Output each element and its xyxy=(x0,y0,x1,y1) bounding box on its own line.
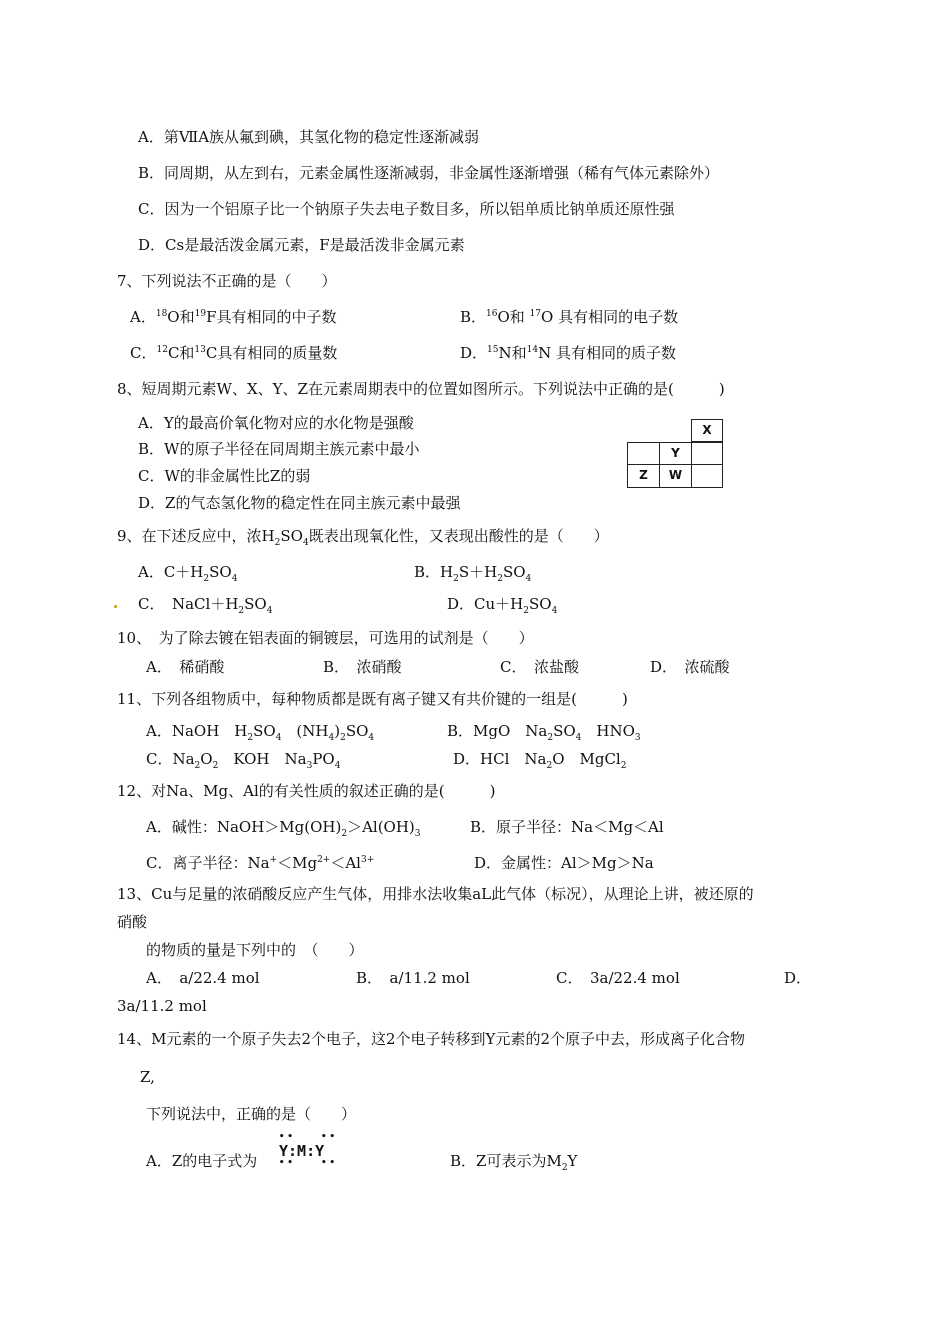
q8-option-b: B．W的原子半径在同周期主族元素中最小 xyxy=(138,440,420,458)
q13-option-d-label: D． xyxy=(784,969,812,987)
q12-option-c: C．离子半径：$Na^+<Mg^{2+}<Al^{3+}$ xyxy=(146,854,375,872)
q14-line-2: Z, xyxy=(140,1068,155,1086)
q6-option-d: D．Cs是最活泼金属元素，F是最活泼非金属元素 xyxy=(138,236,465,254)
q12-option-b: B．原子半径：Na＜Mg＜Al xyxy=(470,818,664,836)
q12-stem: 12、对Na、Mg、Al的有关性质的叙述正确的是( ) xyxy=(117,782,496,800)
q9-option-a: A．$C+H_2SO_4$ xyxy=(138,563,238,584)
q13-option-c: C． 3a/22.4 mol xyxy=(556,969,680,987)
q14-line-1: 14、M元素的一个原子失去2个电子，这2个电子转移到Y元素的2个原子中去，形成离子化合物 xyxy=(117,1030,745,1048)
q10-stem: 10、 为了除去镀在铝表面的铜镀层，可选用的试剂是（ ） xyxy=(117,629,534,647)
cell-empty-2 xyxy=(691,465,723,488)
q13-option-d-value: 3a/11.2 mol xyxy=(117,997,207,1015)
cell-w: W xyxy=(659,465,691,488)
q10-option-a: A． 稀硝酸 xyxy=(146,658,225,676)
cell-z: Z xyxy=(627,465,659,488)
q11-option-c: C．$Na_2O_2$ KOH $Na_3PO_4$ xyxy=(146,750,341,771)
q13-line-2: 硝酸 xyxy=(117,913,148,931)
electron-dots-bottom: •• •• xyxy=(279,1158,338,1168)
q14-option-b: B．Z可表示为$M_2Y$ xyxy=(450,1152,578,1173)
q13-line-3: 的物质的量是下列中的 （ ） xyxy=(146,941,364,959)
q9-option-d: D．$Cu+H_2SO_4$ xyxy=(447,595,558,616)
q6-option-b: B．同周期，从左到右，元素金属性逐渐减弱，非金属性逐渐增强（稀有气体元素除外） xyxy=(138,164,720,182)
q9-option-c: C． $NaCl+H_2SO_4$ xyxy=(138,595,273,616)
q8-option-d: D．Z的气态氢化物的稳定性在同主族元素中最强 xyxy=(138,494,461,512)
q8-stem: 8、短周期元素W、X、Y、Z在元素周期表中的位置如图所示。下列说法中正确的是( ) xyxy=(117,380,725,398)
q7-option-d: D．$^{15}$N和$^{14}$N 具有相同的质子数 xyxy=(460,344,676,362)
q13-option-a: A． a/22.4 mol xyxy=(146,969,260,987)
q9-option-b: B．$H_2S+H_2SO_4$ xyxy=(414,563,532,584)
q13-line-1: 13、Cu与足量的浓硝酸反应产生气体，用排水法收集aL此气体（标况），从理论上讲，被还原的 xyxy=(117,885,754,903)
q7-option-a: A．$^{18}$O和$^{19}$F具有相同的中子数 xyxy=(130,308,337,326)
electron-formula-symbols: Y:M:Y xyxy=(279,1142,325,1160)
q7-option-c: C．$^{12}$C和$^{13}$C具有相同的质量数 xyxy=(130,344,338,362)
cell-x: X xyxy=(691,419,723,442)
electron-dots-top: •• •• xyxy=(279,1132,338,1142)
cell-empty-0 xyxy=(627,442,659,465)
q10-option-d: D． 浓硫酸 xyxy=(650,658,730,676)
q13-option-b: B． a/11.2 mol xyxy=(356,969,470,987)
q7-option-b: B．$^{16}$O和 $^{17}$O 具有相同的电子数 xyxy=(460,308,679,326)
q10-option-c: C． 浓盐酸 xyxy=(500,658,579,676)
q7-stem: 7、下列说法不正确的是（ ） xyxy=(117,272,337,290)
q11-option-a: A．NaOH $H_2SO_4$ $(NH_4)_2SO_4$ xyxy=(146,722,375,743)
electron-formula xyxy=(279,1132,338,1168)
q11-stem: 11、下列各组物质中，每种物质都是既有离子键又有共价键的一组是( ) xyxy=(117,690,628,708)
q12-option-a: A．碱性：$NaOH>Mg(OH)_2>Al(OH)_3$ xyxy=(146,818,421,839)
cell-empty-1 xyxy=(691,442,723,465)
q8-option-c: C．W的非金属性比Z的弱 xyxy=(138,467,311,485)
stray-mark xyxy=(114,605,117,608)
q6-option-a: A．第ⅦA族从氟到碘，其氢化物的稳定性逐渐减弱 xyxy=(138,128,480,146)
q11-option-b: B．MgO $Na_2SO_4$ $HNO_3$ xyxy=(447,722,641,743)
q6-option-c: C．因为一个铝原子比一个钠原子失去电子数目多，所以铝单质比钠单质还原性强 xyxy=(138,200,675,218)
q11-option-d: D．HCl $Na_2O$ MgCl$_2$ xyxy=(453,750,627,771)
q10-option-b: B． 浓硝酸 xyxy=(323,658,402,676)
cell-y: Y xyxy=(659,442,691,465)
q12-option-d: D．金属性：Al＞Mg＞Na xyxy=(474,854,654,872)
q8-option-a: A．Y的最高价氧化物对应的水化物是强酸 xyxy=(138,414,414,432)
q9-stem: 9、在下述反应中，浓$H_2SO_4$既表出现氧化性，又表现出酸性的是（ ） xyxy=(117,527,609,548)
q14-line-3: 下列说法中，正确的是（ ） xyxy=(146,1105,357,1123)
q14-option-a: A．Z的电子式为 xyxy=(146,1152,258,1170)
